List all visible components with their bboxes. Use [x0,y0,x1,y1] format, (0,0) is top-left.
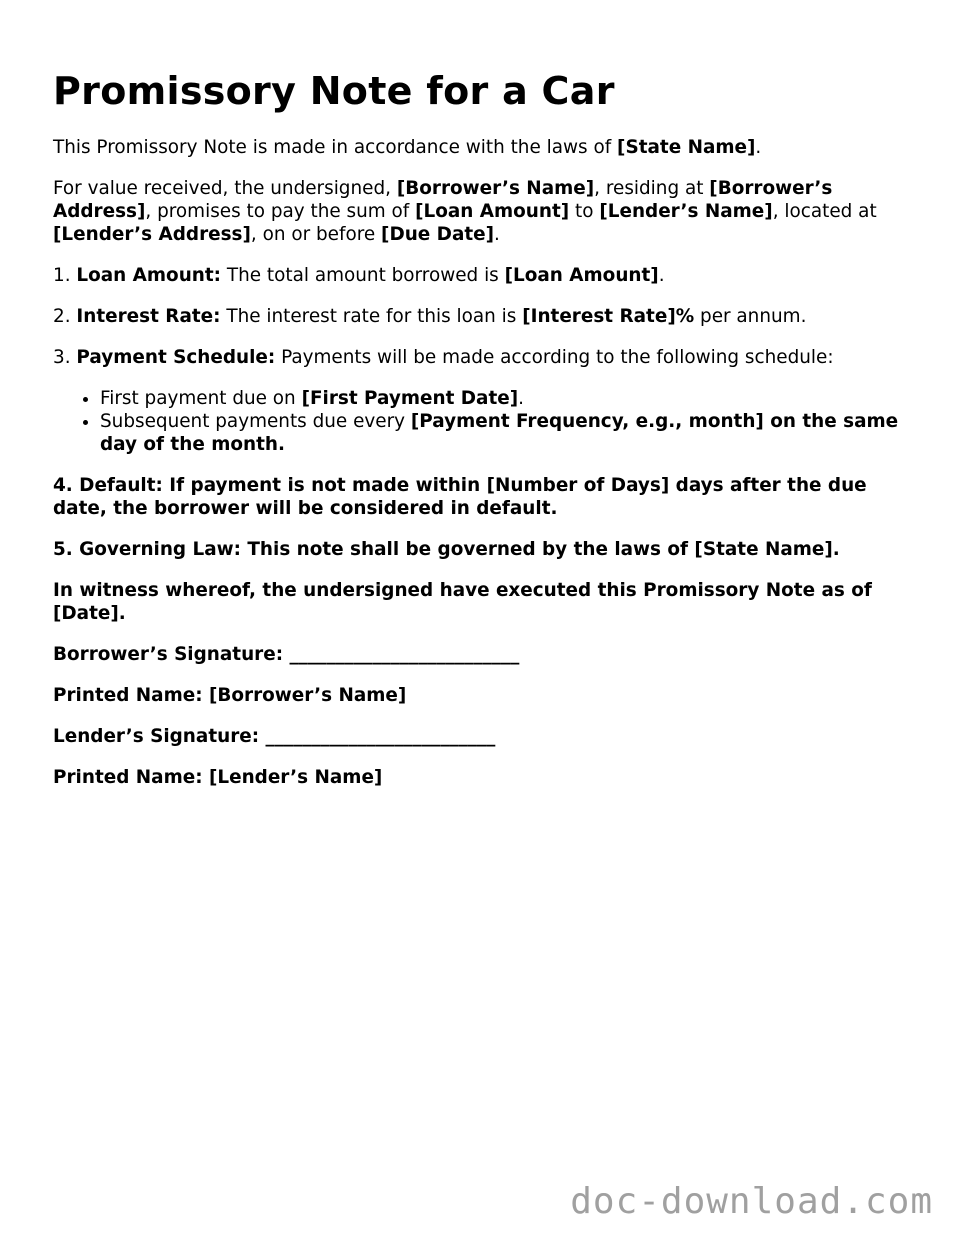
schedule-first-end: . [518,388,524,409]
borrower-printed-name: Printed Name: [Borrower’s Name] [53,685,407,706]
item3-number: 3. [53,347,77,368]
value-text-1: For value received, the undersigned, [53,178,397,199]
schedule-item-subsequent [100,410,913,456]
value-paragraph [53,177,913,246]
schedule-subsequent-text: Subsequent payments due every [100,411,411,432]
value-text-4: to [569,201,600,222]
item-interest-rate [53,305,913,328]
value-loan-amount: [Loan Amount] [415,201,570,222]
lender-signature-line: Lender’s Signature: _________________________ [53,726,496,747]
value-text-2: , residing at [594,178,710,199]
lender-printed-name: Printed Name: [Lender’s Name] [53,767,383,788]
value-borrower-address: [Borrower’s Address] [53,178,833,222]
document-title: Promissory Note for a Car [53,69,615,113]
value-lender-name: [Lender’s Name] [599,201,773,222]
item3-label: Payment Schedule: [76,347,276,368]
schedule-first-value: [First Payment Date] [301,388,519,409]
item1-text: The total amount borrowed is [221,265,505,286]
item1-end: . [658,265,665,286]
intro-paragraph [53,136,913,159]
schedule-item-first [100,387,913,410]
borrower-signature-line: Borrower’s Signature: _________________________ [53,644,520,665]
item2-text: The interest rate for this loan is [220,306,523,327]
item2-value: [Interest Rate]% [522,306,695,327]
item2-number: 2. [53,306,77,327]
item-payment-schedule [53,346,913,369]
value-text-5: , located at [772,201,877,222]
item-governing-law: 5. Governing Law: This note shall be governed by the laws of [State Name]. [53,539,840,560]
item-default: 4. Default: If payment is not made within [Number of Days] days after the due date, the borrower will be considered in default. [53,475,867,519]
site-watermark: doc-download.com [570,1181,933,1222]
intro-text: This Promissory Note is made in accordance with the laws of [53,137,618,158]
value-borrower-name: [Borrower’s Name] [396,178,595,199]
schedule-first-text: First payment due on [100,388,302,409]
item-loan-amount [53,264,913,287]
item1-number: 1. [53,265,77,286]
item1-label: Loan Amount: [76,265,222,286]
document-page [53,0,913,789]
value-due-date: [Due Date] [381,224,495,245]
intro-end: . [755,137,762,158]
value-lender-address: [Lender’s Address] [53,224,251,245]
schedule-list [53,387,913,456]
item3-text: Payments will be made according to the following schedule: [275,347,834,368]
item1-value: [Loan Amount] [504,265,659,286]
witness-paragraph: In witness whereof, the undersigned have executed this Promissory Note as of [Date]. [53,580,872,624]
value-text-7: . [494,224,500,245]
item2-end: per annum. [694,306,807,327]
value-text-3: , promises to pay the sum of [145,201,416,222]
value-text-6: , on or before [250,224,382,245]
intro-state: [State Name] [617,137,756,158]
schedule-subsequent-value: [Payment Frequency, e.g., month] on the same day of the month. [100,411,899,455]
item2-label: Interest Rate: [76,306,221,327]
